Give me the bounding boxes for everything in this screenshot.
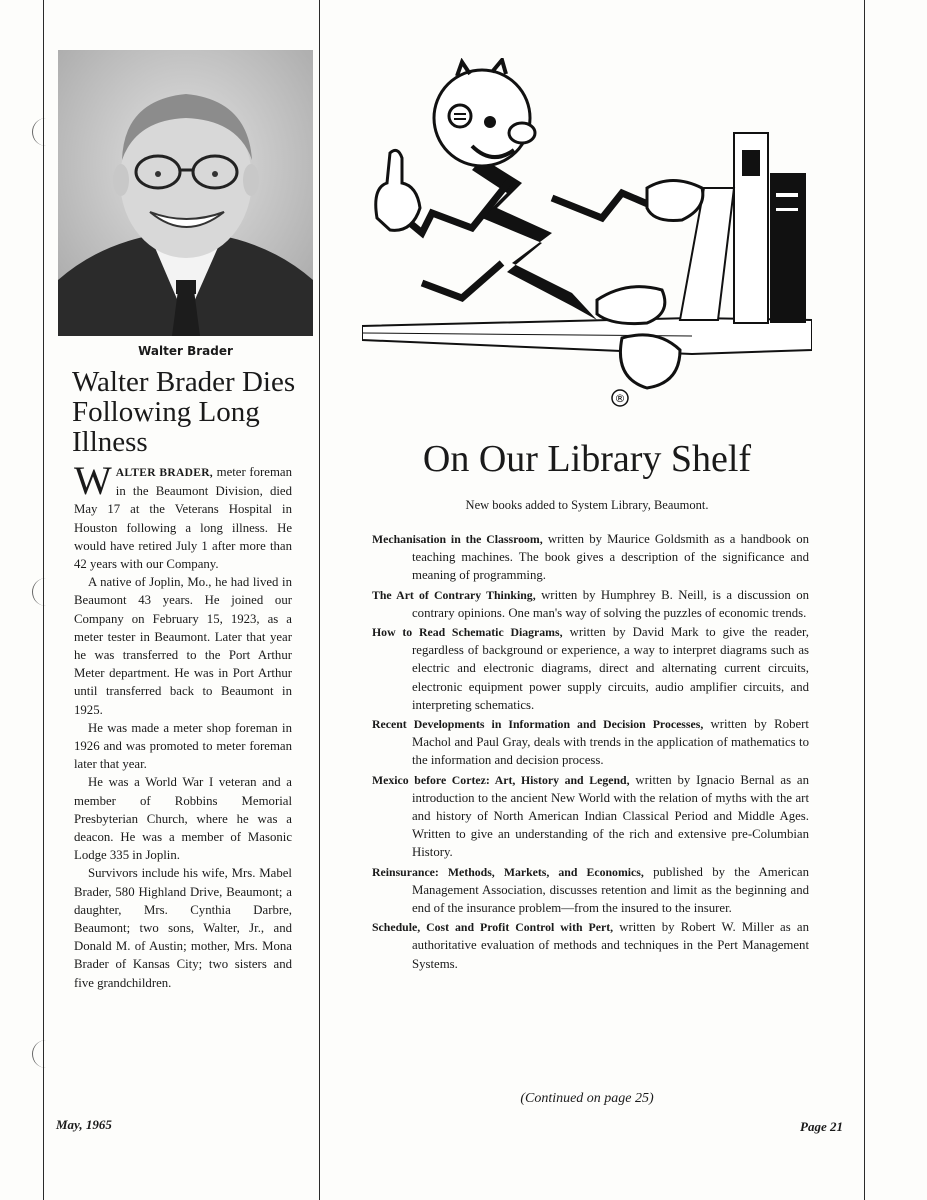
photo-caption: Walter Brader (138, 344, 233, 358)
portrait-photo (58, 50, 313, 336)
book-entry (372, 771, 809, 862)
section-title: On Our Library Shelf (422, 438, 752, 480)
book-entry (372, 863, 809, 918)
book-entry (372, 715, 809, 770)
book-title: The Art of Contrary Thinking, (372, 587, 536, 602)
column-rule (319, 0, 320, 1200)
book-title: Mexico before Cortez: Art, History and Legend, (372, 772, 630, 787)
article-paragraph: Survivors include his wife, Mrs. Mabel Brader, 580 Highland Drive, Beaumont; a daughter, Mrs. Cynthia Darbre, Beaumont; two sons, Walter, Jr., and Donald M. of Austin; mother, Mrs. Mona Brader of Kansas City; two sisters and five grandchildren. (74, 866, 292, 990)
continued-note: (Continued on page 25) (520, 1091, 654, 1106)
book-description: written by Robert Machol and Paul Gray, deals with trends in the application of mathematics to the information and decision process. (412, 717, 809, 768)
article-paragraph: He was a World War I veteran and a member of Robbins Memorial Presbyterian Church, where he was a deacon. He was a member of Masonic Lodge 335 in Joplin. (74, 775, 292, 863)
book-description: written by Ignacio Bernal as an introduction to the ancient New World with the relation of myths with the art and history of North American Indian Classical Period and Middle Ages. Written to give an understanding of the rich and extensive pre-Columbian History. (412, 772, 809, 860)
article-paragraph: He was made a meter shop foreman in 1926 and was promoted to meter foreman later that year. (74, 720, 292, 772)
article-paragraph: WALTER BRADER, meter foreman in the Beaumont Division, died May 17 at the Veterans Hospital in Houston following a long illness. He would have retired July 1 after more than 42 years with our Company. (74, 458, 292, 572)
section-subtitle: New books added to System Library, Beaumont. (465, 498, 709, 512)
article-body (74, 458, 292, 992)
page-edge-rule (43, 0, 44, 1200)
book-description: written by David Mark to give the reader, regardless of background or experience, a way to interpret diagrams such as electric and electronic diagrams, direct and alternating current circuits, electronic equipment power supply circuits, audio amplifier circuits, and interpreting schematics. (412, 625, 809, 712)
book-title: How to Read Schematic Diagrams, (372, 625, 563, 640)
drop-cap: W (74, 458, 112, 503)
issue-date: May, 1965 (56, 1117, 112, 1132)
book-description: written by Maurice Goldsmith as a handbook on teaching machines. The book gives a description of the significance and meaning of programming. (412, 532, 809, 583)
book-title: Recent Developments in Information and Decision Processes, (372, 717, 704, 732)
book-list (372, 530, 809, 974)
book-entry (372, 530, 809, 585)
book-entry (372, 623, 809, 714)
article-headline: Walter Brader Dies Following Long Illness (72, 366, 296, 458)
page-number: Page 21 (800, 1119, 843, 1134)
book-description: written by Robert W. Miller as an authoritative evaluation of methods and techniques in the Pert Management Systems. (412, 920, 809, 971)
book-description: written by Humphrey B. Neill, is a discussion on contrary opinions. One man's way of solving the puzzles of economic trends. (412, 587, 809, 620)
book-title: Mechanisation in the Classroom, (372, 532, 543, 546)
registered-mark: ® (614, 392, 626, 405)
article-lead: ALTER BRADER, (115, 467, 213, 479)
article-paragraph: A native of Joplin, Mo., he had lived in Beaumont 43 years. He joined our Company on February 15, 1923, as a meter tester in Beaumont. Later that year he was transferred to the Port Arthur Meter department. He was in Port Arthur until transferred back to Beaumont in 1925. (74, 575, 292, 717)
mascot-illustration (362, 58, 812, 433)
book-entry (372, 586, 809, 622)
page-edge-rule (864, 0, 865, 1200)
book-title: Reinsurance: Methods, Markets, and Economics, (372, 864, 644, 879)
book-entry (372, 918, 809, 973)
book-description: published by the American Management Association, discusses retention and limit as the beginning and end of the insurance problem—from the insured to the insurer. (412, 864, 809, 916)
book-title: Schedule, Cost and Profit Control with Pert, (372, 920, 614, 935)
